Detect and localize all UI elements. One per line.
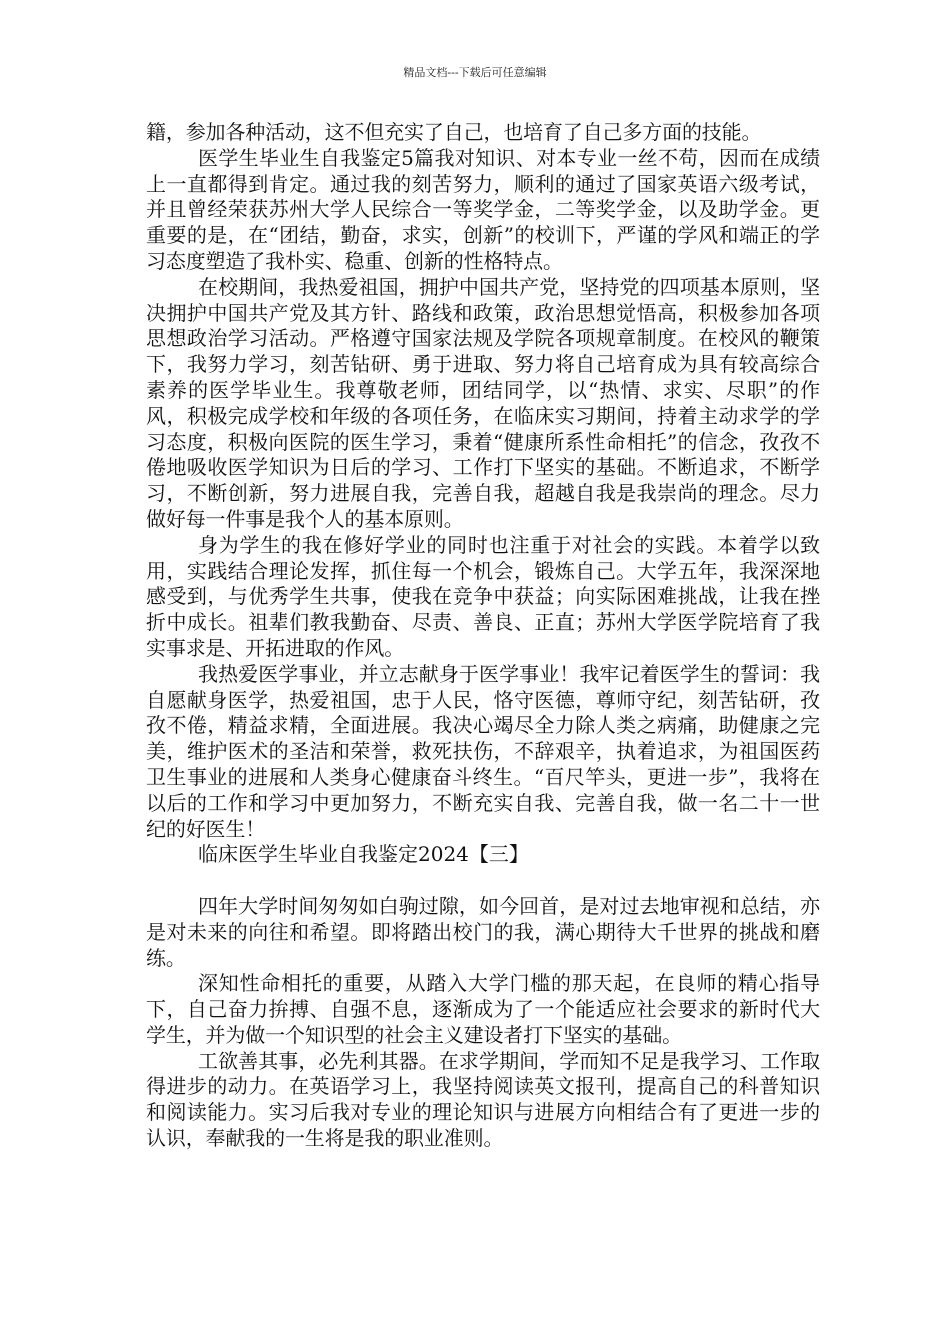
paragraph: 我热爱医学事业，并立志献身于医学事业！我牢记着医学生的誓词：我自愿献身医学，热爱祖国，忠于人民，恪守医德，尊师守纪，刻苦钻研，孜孜不倦，精益求精，全面进展。我决心竭尽全力除人类之病痛，助健康之完美，维护医术的圣洁和荣誉，救死扶伤，不辞艰辛，执着追求，为祖国医药卫生事业的进展和人类身心健康奋斗终生。“百尺竿头，更进一步”，我将在以后的工作和学习中更加努力，不断充实自我、完善自我，做一名二十一世纪的好医生！	[146, 661, 820, 841]
page-header: 精品文档---下载后可任意编辑	[403, 66, 547, 79]
document-body	[146, 120, 820, 1152]
paragraph: 医学生毕业生自我鉴定5篇我对知识、对本专业一丝不苟，因而在成绩上一直都得到肯定。通过我的刻苦努力，顺利的通过了国家英语六级考试，并且曾经荣获苏州大学人民综合一等奖学金，二等奖学金，以及助学金。更重要的是，在“团结，勤奋，求实，创新”的校训下，严谨的学风和端正的学习态度塑造了我朴实、稳重、创新的性格特点。	[146, 145, 820, 273]
paragraph: 在校期间，我热爱祖国，拥护中国共产党，坚持党的四项基本原则，坚决拥护中国共产党及其方针、路线和政策，政治思想觉悟高，积极参加各项思想政治学习活动。严格遵守国家法规及学院各项规章制度。在校风的鞭策下，我努力学习，刻苦钻研、勇于进取、努力将自己培育成为具有较高综合素养的医学毕业生。我尊敬老师，团结同学，以“热情、求实、尽职”的作风，积极完成学校和年级的各项任务，在临床实习期间，持着主动求学的学习态度，积极向医院的医生学习，秉着“健康所系性命相托”的信念，孜孜不倦地吸收医学知识为日后的学习、工作打下坚实的基础。不断追求，不断学习，不断创新，努力进展自我，完善自我，超越自我是我崇尚的理念。尽力做好每一件事是我个人的基本原则。	[146, 274, 820, 531]
paragraph: 工欲善其事，必先利其器。在求学期间，学而知不足是我学习、工作取得进步的动力。在英语学习上，我坚持阅读英文报刊，提高自己的科普知识和阅读能力。实习后我对专业的理论知识与进展方向相结合有了更进一步的认识，奉献我的一生将是我的职业准则。	[146, 1048, 820, 1151]
blank-line	[146, 868, 820, 894]
paragraph: 深知性命相托的重要，从踏入大学门槛的那天起，在良师的精心指导下，自己奋力拚搏、自强不息，逐渐成为了一个能适应社会要求的新时代大学生，并为做一个知识型的社会主义建设者打下坚实的基础。	[146, 971, 820, 1047]
section-heading: 临床医学生毕业自我鉴定2024【三】	[198, 842, 529, 867]
paragraph: 身为学生的我在修好学业的同时也注重于对社会的实践。本着学以致用，实践结合理论发挥，抓住每一个机会，锻炼自己。大学五年，我深深地感受到，与优秀学生共事，使我在竞争中获益；向实际困难挑战，让我在挫折中成长。祖辈们教我勤奋、尽责、善良、正直；苏州大学医学院培育了我实事求是、开拓进取的作风。	[146, 532, 820, 660]
paragraph: 四年大学时间匆匆如白驹过隙，如今回首，是对过去地审视和总结，亦是对未来的向往和希望。即将踏出校门的我，满心期待大千世界的挑战和磨练。	[146, 893, 820, 970]
paragraph-continued: 籍，参加各种活动，这不但充实了自己，也培育了自己多方面的技能。	[146, 120, 762, 144]
